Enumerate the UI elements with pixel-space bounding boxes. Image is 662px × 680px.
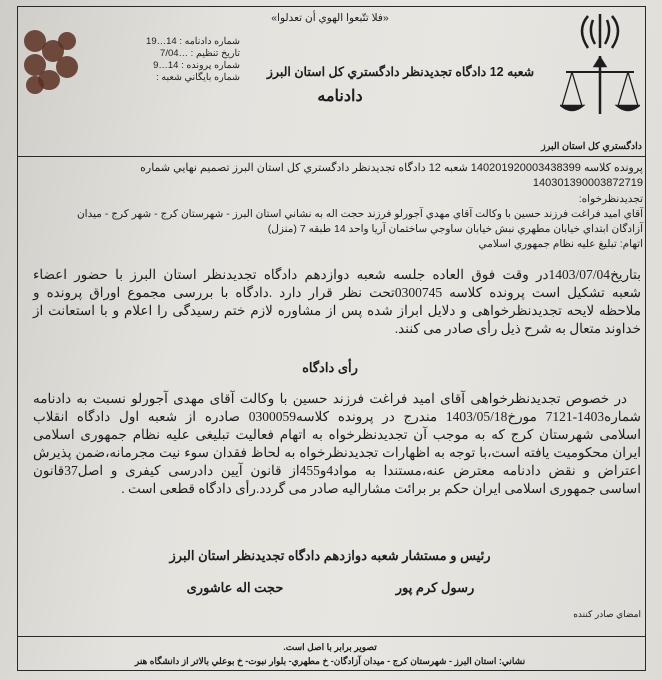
issuer-signature-label: امضاي صادر كننده [573, 609, 641, 619]
paragraph-line: اساسی جمهوری اسلامی ایران حکم بر برائت مشارالیه صادر می گردد.رأی دادگاه قطعی است . [121, 481, 641, 496]
document-meta [82, 36, 240, 84]
certified-copy-note: تصوير برابر با اصل است. [283, 642, 377, 652]
parties-section [25, 192, 643, 252]
intro-paragraph [33, 266, 641, 338]
case-line: پرونده كلاسه 140201920003438399 شعبه 12 دادگاه تجديدنظر دادگستري كل استان البرز تصميم نهايي شماره [140, 162, 643, 174]
final-decision-number: 140301390003872719 [532, 177, 643, 189]
paragraph-line: در خصوص تجدیدنظرخواهی آقای امید فراغت فرزند حسین با وکالت آقای مهدی آجورلو نسبت به دادنامه [33, 391, 627, 406]
paragraph-line: بتاریخ1403/07/04در وقت فوق العاده جلسه شعبه دوازدهم دادگاه تجدیدنظر استان البرز با حضور اعضاء [33, 267, 641, 282]
appellant-line: آزادگان ابتداي خيابان مطهري نبش خيابان ساوجي ساختمان آريا واحد 14 طبقه 7 (منزل) [267, 223, 643, 235]
court-title: شعبه 12 دادگاه تجديدنظر دادگستري كل استان البرز [266, 65, 535, 79]
judge-name-2: حجت اله عاشوری [186, 580, 284, 595]
court-address: نشاني: استان البرز - شهرستان كرج - ميدان آزادگان- خ مطهري- بلوار نبوت- خ بوعلي بالاتر از دانشگاه هنر [134, 656, 526, 666]
quran-verse: «فلا تتّبعوا الهوي أن تعدلوا» [271, 12, 389, 24]
document-title: دادنامه [317, 88, 363, 105]
appellant-label: تجديدنظرخواه: [578, 193, 643, 205]
paragraph-line: اعتراض و نقض دادنامه معترض عنه،مستندا به مواد4و455از قانون آیین دادرسی کیفری و اصل37قانون [33, 463, 641, 478]
judge-name-1: رسول کرم پور [395, 580, 475, 595]
charge: اتهام: تبليغ عليه نظام جمهوري اسلامي [478, 238, 643, 250]
appellant-line: آقاي اميد فراغت فرزند حسين با وكالت آقاي مهدي آجورلو فرزند حجت اله به نشاني استان البرز - شهرستان كرج - شهر كرج - ميدان [76, 208, 643, 220]
signatories-heading: رئیس و مستشار شعبه دوازدهم دادگاه تجدیدنظر استان البرز [169, 548, 491, 563]
paragraph-line: اسلامی شهرستان کرج که به موجب آن تجدیدنظرخواه به اتهام فعالیت تبلیغی علیه نظام جمهوری اسلامی [33, 427, 641, 442]
meta-date: تاريخ تنظيم : …7/04 [160, 48, 240, 59]
case-info [25, 161, 643, 191]
paragraph-line: شماره1403-7121 مورخ1403/05/18 مندرج در پرونده کلاسه0300059 صادره از شعبه اول دادگاه انقلاب [33, 409, 641, 424]
top-border [17, 6, 646, 7]
meta-case-number: شماره پرونده : 14…9 [153, 60, 240, 71]
paragraph-line: خداوند متعال به شرح ذیل رأی صادر می کنند. [394, 321, 641, 336]
verdict-heading: رأی دادگاه [302, 360, 358, 375]
paragraph-line: شعبه تشکیل است پرونده کلاسه 0300745تحت نظر قرار دارد .دادگاه با بررسی مجموع اوراق پرونده و [33, 285, 641, 300]
verdict-paragraph [33, 390, 641, 498]
paragraph-line: ایران محکومیت یافته است،با توجه به اظهارات تجدیدنظرخواه به لحاظ فقدان سوء نیت مجرمانه،ضمن پذیرش [33, 445, 641, 460]
judiciary-scales-emblem-icon [560, 8, 640, 126]
emblem-caption: دادگستري كل استان البرز [541, 141, 642, 152]
footer-divider [17, 636, 646, 637]
paragraph-line: ملاحظه لایحه تجدیدنظرخواهی و دلایل ابراز شده پس از مشاوره لازم ختم رسیدگی را اعلام و با استعانت از [33, 303, 641, 318]
meta-archive-number: شماره بايگاني شعبه : [156, 72, 240, 83]
header-divider [17, 156, 646, 157]
meta-verdict-number: شماره دادنامه : 14…19 [146, 36, 240, 47]
